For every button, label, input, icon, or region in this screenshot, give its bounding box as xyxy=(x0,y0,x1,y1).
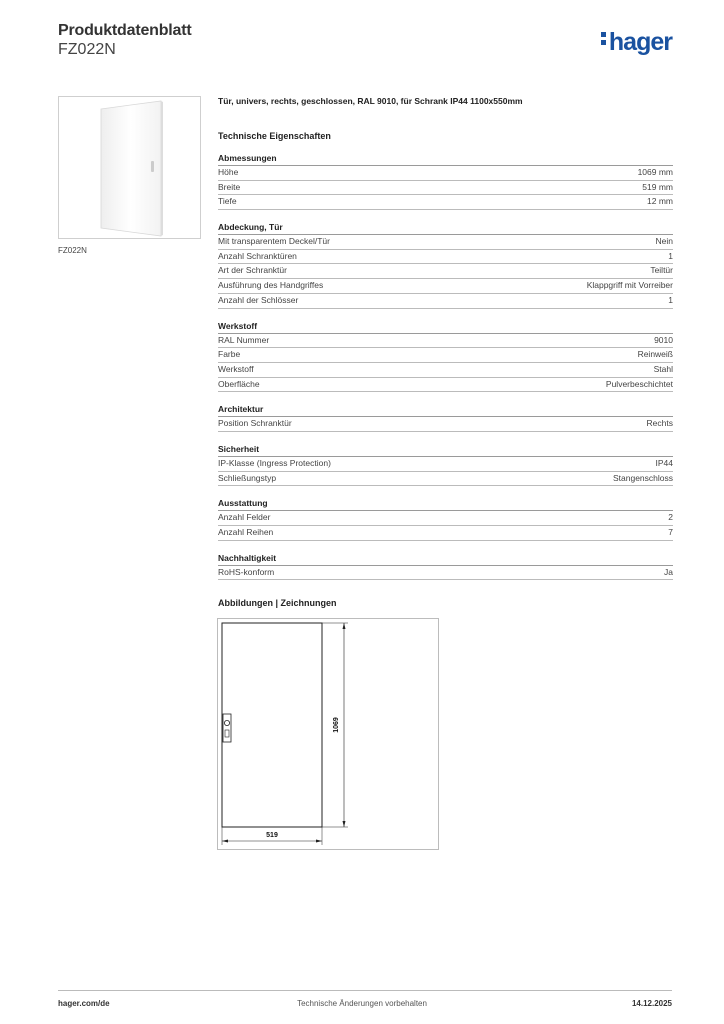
technical-properties-heading: Technische Eigenschaften xyxy=(218,131,331,141)
spec-value: Teiltür xyxy=(650,265,673,276)
width-dimension-label: 519 xyxy=(266,832,278,839)
spec-row xyxy=(218,472,673,487)
spec-value: Pulverbeschichtet xyxy=(605,378,673,389)
spec-label: Anzahl Reihen xyxy=(218,527,274,537)
spec-row xyxy=(218,250,673,265)
spec-label: RoHS-konform xyxy=(218,566,275,577)
spec-label: Anzahl der Schlösser xyxy=(218,294,299,305)
spec-group-title: Werkstoff xyxy=(218,321,673,334)
spec-row xyxy=(218,279,673,294)
product-specs xyxy=(218,96,673,608)
spec-label: Breite xyxy=(218,181,241,192)
spec-value: 9010 xyxy=(654,334,673,345)
spec-value: Stangenschloss xyxy=(612,472,673,483)
footer-divider xyxy=(58,990,672,991)
footer-website-link[interactable]: hager.com/de xyxy=(58,999,110,1008)
spec-value: Nein xyxy=(655,236,673,247)
product-image xyxy=(58,96,201,239)
spec-group-title: Abdeckung, Tür xyxy=(218,222,673,235)
door-drawing-svg xyxy=(218,619,440,851)
spec-row xyxy=(218,294,673,309)
document-header xyxy=(58,22,192,59)
spec-row xyxy=(218,166,673,181)
spec-group-title: Abmessungen xyxy=(218,153,673,166)
spec-value: 12 mm xyxy=(647,196,673,207)
spec-group-title: Architektur xyxy=(218,404,673,417)
spec-value: 1069 mm xyxy=(637,167,673,177)
spec-value: Klappgriff mit Vorreiber xyxy=(586,280,673,291)
spec-label: IP-Klasse (Ingress Protection) xyxy=(218,457,331,468)
logo-colon-icon xyxy=(601,29,607,48)
spec-value: Reinweiß xyxy=(637,349,673,360)
spec-value: Stahl xyxy=(653,363,673,374)
product-caption: FZ022N xyxy=(58,246,87,255)
spec-value: 1 xyxy=(668,250,673,261)
spec-value: IP44 xyxy=(655,457,673,468)
spec-row xyxy=(218,195,673,210)
spec-label: Schließungstyp xyxy=(218,472,277,483)
spec-row xyxy=(218,457,673,472)
spec-groups xyxy=(218,153,673,580)
height-dimension-label: 1069 xyxy=(333,717,340,733)
product-description: Tür, univers, rechts, geschlossen, RAL 9010, für Schrank IP44 1100x550mm xyxy=(218,96,523,106)
spec-row xyxy=(218,334,673,349)
spec-label: Ausführung des Handgriffes xyxy=(218,280,324,291)
spec-row xyxy=(218,348,673,363)
product-sku: FZ022N xyxy=(58,41,116,58)
spec-row xyxy=(218,417,673,432)
spec-row xyxy=(218,235,673,250)
logo-text: hager xyxy=(608,28,672,56)
document-title: Produktdatenblatt xyxy=(58,22,192,39)
footer-date: 14.12.2025 xyxy=(631,999,672,1008)
handle-icon xyxy=(223,714,231,742)
spec-label: Anzahl Schranktüren xyxy=(218,250,297,261)
spec-row xyxy=(218,566,673,581)
spec-row xyxy=(218,511,673,526)
spec-group-title: Ausstattung xyxy=(218,498,673,511)
spec-label: Farbe xyxy=(218,349,241,360)
spec-label: Art der Schranktür xyxy=(218,265,287,276)
spec-value: 1 xyxy=(668,294,673,305)
spec-row xyxy=(218,264,673,279)
spec-label: Tiefe xyxy=(218,196,237,207)
footer-note: Technische Änderungen vorbehalten xyxy=(297,999,427,1008)
spec-value: Ja xyxy=(664,566,673,577)
hager-logo xyxy=(601,28,672,57)
spec-group-title: Nachhaltigkeit xyxy=(218,553,673,566)
spec-label: RAL Nummer xyxy=(218,334,270,345)
spec-row xyxy=(218,181,673,196)
spec-label: Oberfläche xyxy=(218,378,260,389)
door-product-image xyxy=(59,97,202,240)
spec-row xyxy=(218,378,673,393)
spec-value: 2 xyxy=(668,512,673,523)
spec-label: Anzahl Felder xyxy=(218,512,271,523)
spec-label: Höhe xyxy=(218,167,239,177)
technical-drawing xyxy=(217,618,439,850)
spec-label: Werkstoff xyxy=(218,363,254,374)
spec-value: Rechts xyxy=(646,418,673,429)
spec-value: 519 mm xyxy=(642,181,673,192)
spec-row xyxy=(218,363,673,378)
spec-row xyxy=(218,526,673,541)
spec-group-title: Sicherheit xyxy=(218,444,673,457)
spec-value: 7 xyxy=(668,527,673,537)
spec-label: Position Schranktür xyxy=(218,418,292,429)
drawings-heading: Abbildungen | Zeichnungen xyxy=(218,598,337,609)
spec-label: Mit transparentem Deckel/Tür xyxy=(218,236,330,247)
